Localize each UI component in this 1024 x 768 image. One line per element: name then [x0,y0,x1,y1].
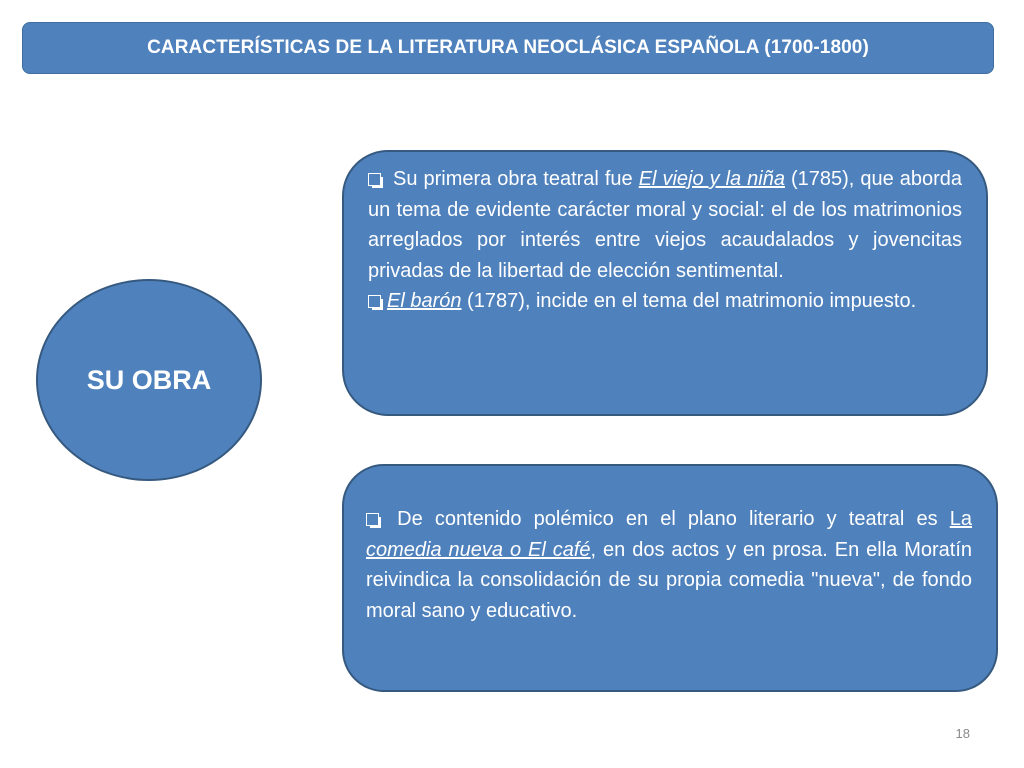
title-banner [22,22,994,74]
item-text-after: (1785), que aborda un tema de evidente carácter moral y social: el de los matrimonios arreglados por interés entre viejos acaudalados y jovencitas privadas de la libertad de elección sentimental. [368,168,962,282]
work-title-italic: comedia nueva o El café [366,538,591,561]
item-text-before: Su primera obra teatral fue [387,168,639,190]
work-title-article: La [949,508,972,530]
work-title-el-baron: El barón [387,290,462,312]
checkbox-bullet-icon [366,513,379,526]
slide-title: CARACTERÍSTICAS DE LA LITERATURA NEOCLÁSICA ESPAÑOLA (1700-1800) [147,37,869,58]
checkbox-bullet-icon [368,295,381,308]
item-text-before: De contenido polémico en el plano literario y teatral es [385,508,950,530]
page-number: 18 [955,726,970,741]
bullet-item-el-baron [368,286,962,317]
su-obra-circle [36,279,262,481]
item-text-after: , en dos actos y en prosa. En ella Moratín reivindica la consolidación de su propia comedia "nueva", de fondo moral sano y educativo. [366,538,972,622]
works-box-2 [342,464,998,692]
bullet-item-el-viejo [368,164,962,286]
work-title-el-viejo-y-la-nina: El viejo y la niña [638,168,785,190]
item-text-after: (1787), incide en el tema del matrimonio impuesto. [461,290,917,312]
checkbox-bullet-icon [368,173,381,186]
circle-label: SU OBRA [86,364,212,395]
works-box-1 [342,150,988,416]
bullet-item-la-comedia-nueva [366,504,972,626]
